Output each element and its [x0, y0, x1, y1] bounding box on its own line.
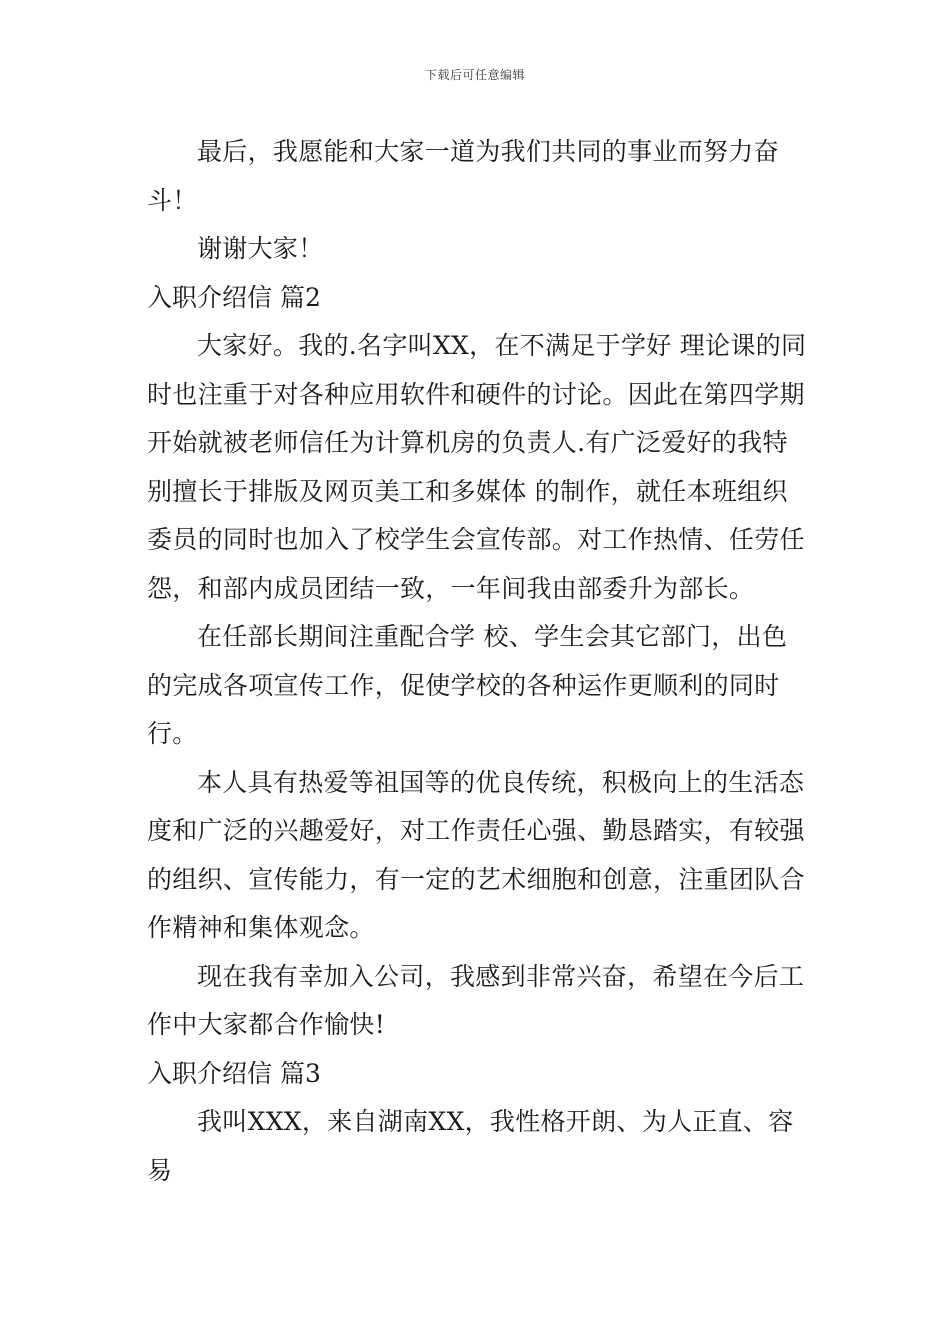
section-heading-3: 入职介绍信 篇3	[147, 1058, 321, 1088]
paragraph-intro: 大家好。我的.名字叫XX，在不满足于学好 理论课的同时也注重于对各种应用软件和硬件的讨论。因此在第四学期开始就被老师信任为计算机房的负责人.有广泛爱好的我特别擅长于排版及网页美工和多媒体 的制作，就任本班组织委员的同时也加入了校学生会宣传部。对工作热情、任劳任怨，和部内成员团结一致，一年间我由部委升为部长。	[147, 331, 807, 603]
header-note: 下载后可任意编辑	[424, 68, 525, 82]
paragraph-self-intro: 我叫XXX，来自湖南XX，我性格开朗、为人正直、容易	[147, 1107, 794, 1185]
paragraph-qualities: 本人具有热爱等祖国等的优良传统，积极向上的生活态度和广泛的兴趣爱好，对工作责任心强、勤恳踏实，有较强的组织、宣传能力，有一定的艺术细胞和创意，注重团队合作精神和集体观念。	[147, 767, 805, 942]
paragraph-thanks: 谢谢大家！	[197, 234, 324, 263]
section-heading-2: 入职介绍信 篇2	[147, 282, 321, 312]
paragraph-closing: 最后，我愿能和大家一道为我们共同的事业而努力奋斗！	[147, 137, 779, 215]
document-body	[147, 128, 807, 1195]
paragraph-minister: 在任部长期间注重配合学 校、学生会其它部门，出色的完成各项宣传工作，促使学校的各种运作更顺利的同时行。	[147, 622, 788, 748]
paragraph-joining: 现在我有幸加入公司，我感到非常兴奋，希望在今后工作中大家都合作愉快!	[147, 961, 805, 1039]
